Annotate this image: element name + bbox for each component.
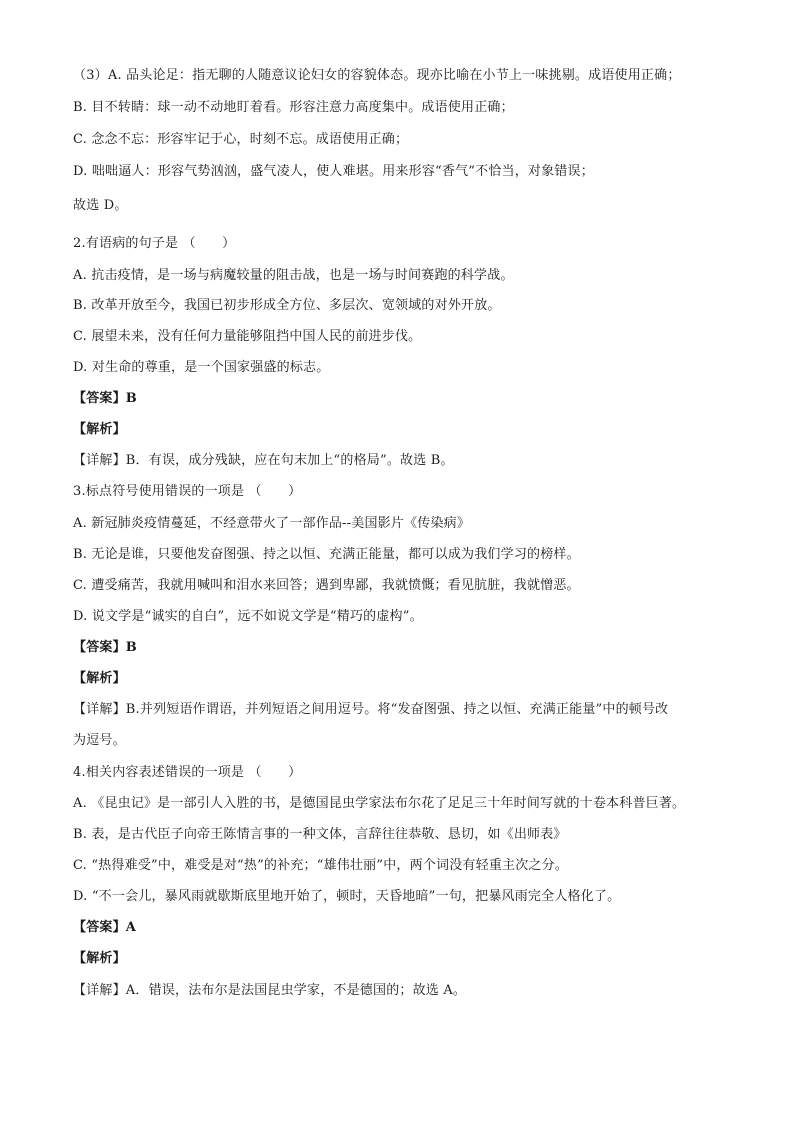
q2-answer: 【答案】B bbox=[73, 391, 137, 406]
q2-detail: 【详解】B．有误，成分残缺，应在句末加上“的格局”。故选 B。 bbox=[73, 453, 454, 468]
q2-option-c: C. 展望未来，没有任何力量能够阻挡中国人民的前进步伐。 bbox=[73, 329, 422, 344]
q3-detail-line-1: 【详解】B.并列短语作谓语，并列短语之间用逗号。将“发奋图强、持之以恒、充满正能量”中的顿号改 bbox=[73, 702, 669, 717]
q3-option-d: D. 说文学是“诚实的自白”，远不如说文学是“精巧的虚构”。 bbox=[73, 609, 423, 624]
q3-option-a: A. 新冠肺炎疫情蔓延，不经意带火了一部作品--美国影片《传染病》 bbox=[73, 516, 471, 531]
q2-stem: 2.有语病的句子是 （ ） bbox=[73, 236, 236, 251]
q3-answer: 【答案】B bbox=[73, 640, 137, 655]
q1-choice: 故选 D。 bbox=[73, 198, 128, 213]
q1-option-c-explanation: C. 念念不忘：形容牢记于心，时刻不忘。成语使用正确； bbox=[73, 132, 409, 147]
q3-detail-line-2: 为逗号。 bbox=[73, 733, 126, 748]
q4-option-d: D. “不一会儿，暴风雨就歇斯底里地开始了，顿时，天昏地暗”一句，把暴风雨完全人格化了。 bbox=[73, 889, 621, 904]
q4-answer: 【答案】A bbox=[73, 920, 137, 935]
q1-option-a-explanation: （3）A. 品头论足：指无聊的人随意议论妇女的容貌体态。现亦比喻在小节上一味挑剔。成语使用正确； bbox=[73, 68, 681, 83]
q4-detail: 【详解】A．错误，法布尔是法国昆虫学家，不是德国的；故选 A。 bbox=[73, 983, 467, 998]
q3-option-c: C. 遭受痛苦，我就用喊叫和泪水来回答；遇到卑鄙，我就愤慨；看见肮脏，我就憎恶。 bbox=[73, 578, 580, 593]
q3-option-b: B. 无论是谁，只要他发奋图强、持之以恒、充满正能量，都可以成为我们学习的榜样。 bbox=[73, 547, 580, 562]
q4-stem: 4.相关内容表述错误的一项是 （ ） bbox=[73, 765, 302, 780]
q2-analysis-heading: 【解析】 bbox=[73, 422, 126, 437]
q3-analysis-heading: 【解析】 bbox=[73, 671, 126, 686]
q1-option-b-explanation: B. 目不转睛：球一动不动地盯着看。形容注意力高度集中。成语使用正确； bbox=[73, 100, 514, 115]
q4-option-c: C. “热得难受”中，难受是对“热”的补充；“雄伟壮丽”中，两个词没有轻重主次之分。 bbox=[73, 858, 569, 873]
q4-analysis-heading: 【解析】 bbox=[73, 951, 126, 966]
q4-option-b: B. 表，是古代臣子向帝王陈情言事的一种文体，言辞往往恭敬、恳切，如《出师表》 bbox=[73, 827, 567, 842]
q2-option-d: D. 对生命的尊重，是一个国家强盛的标志。 bbox=[73, 360, 330, 375]
q1-option-d-explanation: D. 咄咄逼人：形容气势汹汹，盛气凌人，使人难堪。用来形容“香气”不恰当，对象错误； bbox=[73, 164, 594, 179]
q4-option-a: A. 《昆虫记》是一部引人入胜的书，是德国昆虫学家法布尔花了足足三十年时间写就的十卷本科普巨著。 bbox=[73, 796, 686, 811]
q2-option-a: A. 抗击疫情，是一场与病魔较量的阻击战，也是一场与时间赛跑的科学战。 bbox=[73, 268, 514, 283]
q2-option-b: B. 改革开放至今，我国已初步形成全方位、多层次、宽领域的对外开放。 bbox=[73, 298, 501, 313]
q3-stem: 3.标点符号使用错误的一项是 （ ） bbox=[73, 484, 302, 499]
